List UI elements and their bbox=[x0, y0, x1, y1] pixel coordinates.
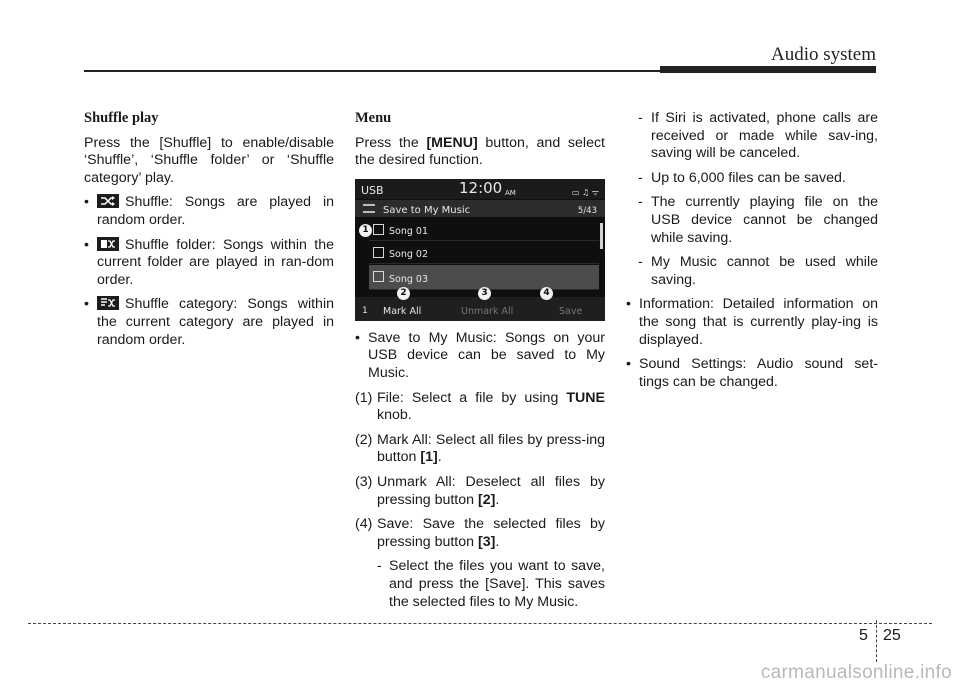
screen-status-icons: ▭ ♫ ᯤ bbox=[571, 187, 599, 197]
step-bold: [1] bbox=[420, 449, 438, 466]
menu-intro-a: Press the bbox=[355, 134, 427, 151]
list-menu-icon bbox=[363, 204, 375, 213]
song-row[interactable] bbox=[369, 242, 599, 264]
chapter-number: 5 bbox=[859, 627, 868, 644]
step-text: Save: Save the selected files by pressing button bbox=[377, 516, 605, 550]
step-number: (1) bbox=[355, 389, 373, 406]
song-row[interactable] bbox=[369, 219, 599, 241]
menu-intro-b: button, and select the desired function. bbox=[355, 134, 605, 169]
save-to-my-music-screen bbox=[355, 179, 605, 321]
bullet-information-text: Information: Detailed information on the song that is currently play-ing is displayed. bbox=[639, 296, 878, 348]
bullet-dot: • bbox=[84, 236, 89, 253]
step-bold: TUNE bbox=[566, 389, 605, 406]
callout-badge-2: 2 bbox=[397, 287, 410, 300]
column-shuffle bbox=[84, 110, 334, 356]
save-button[interactable]: Save bbox=[559, 305, 583, 317]
screen-clock: 12:00 bbox=[459, 178, 503, 197]
callout-badge-4: 4 bbox=[540, 287, 553, 300]
subnote-text: Select the files you want to save, and press the [Save]. This saves the selected files to My Music. bbox=[389, 558, 605, 610]
header-title: Audio system bbox=[770, 44, 876, 65]
note-file-limit bbox=[626, 170, 878, 188]
screen-title-bar bbox=[355, 200, 605, 217]
step-text-end: . bbox=[437, 449, 442, 466]
note-siri bbox=[626, 110, 878, 163]
step-bold: [2] bbox=[477, 491, 496, 508]
bullet-dot: • bbox=[355, 329, 360, 346]
screen-count: 5/43 bbox=[577, 205, 597, 216]
bullet-shuffle bbox=[84, 194, 334, 229]
bullet-dot: • bbox=[626, 356, 631, 373]
page-number: 1 bbox=[362, 305, 368, 316]
step-file bbox=[355, 390, 605, 425]
note-my-music bbox=[626, 254, 878, 289]
screen-ampm: AM bbox=[505, 188, 516, 197]
song-name: Song 01 bbox=[389, 225, 429, 237]
bullet-shuffle-category-text: Shuffle category: Songs within the current category are played in random order. bbox=[97, 296, 334, 348]
heading-menu: Menu bbox=[355, 110, 392, 126]
bullet-shuffle-text: Shuffle: Songs are played in random order. bbox=[97, 194, 334, 228]
step-mark-all bbox=[355, 432, 605, 467]
step-text-end: . bbox=[495, 533, 500, 550]
song-name: Song 02 bbox=[389, 248, 429, 260]
screen-status-bar bbox=[355, 179, 605, 199]
checkbox[interactable] bbox=[373, 271, 384, 282]
bullet-save-text: Save to My Music: Songs on your USB device can be saved to My Music. bbox=[368, 329, 605, 381]
screen-source: USB bbox=[361, 183, 384, 197]
unmark-all-button[interactable]: Unmark All bbox=[461, 305, 514, 317]
step-number: (2) bbox=[355, 431, 373, 448]
column-menu bbox=[355, 110, 605, 618]
watermark: carmanualsonline.info bbox=[760, 662, 952, 683]
note-text: The currently playing file on the USB device cannot be changed while saving. bbox=[651, 194, 878, 246]
step-text-end: knob. bbox=[377, 407, 412, 424]
note-text: Up to 6,000 files can be saved. bbox=[651, 169, 846, 186]
dash-mark: - bbox=[638, 194, 643, 211]
step-save-subnote bbox=[355, 558, 605, 611]
bullet-dot: • bbox=[626, 296, 631, 313]
bullet-shuffle-category bbox=[84, 296, 334, 349]
menu-intro-bold: [MENU] bbox=[426, 134, 478, 151]
bullet-dot: • bbox=[84, 194, 89, 211]
dash-mark: - bbox=[638, 110, 643, 126]
note-playing-file bbox=[626, 194, 878, 247]
bullet-sound-settings bbox=[626, 356, 878, 391]
step-bold: [3] bbox=[477, 533, 496, 550]
shuffle-intro: Press the [Shuffle] to enable/disable ‘Shuffle’, ‘Shuffle folder’ or ‘Shuffle category’ play. bbox=[84, 134, 334, 186]
bullet-sound-text: Sound Settings: Audio sound set-tings can be changed. bbox=[639, 356, 878, 390]
step-text: File: Select a file by using bbox=[377, 389, 567, 406]
screen-button-bar bbox=[355, 297, 605, 321]
dash-mark: - bbox=[377, 558, 382, 575]
callout-badge-1: 1 bbox=[359, 224, 372, 237]
step-number: (3) bbox=[355, 473, 373, 490]
bullet-save-to-my-music bbox=[355, 330, 605, 383]
heading-shuffle-play: Shuffle play bbox=[84, 110, 159, 126]
checkbox[interactable] bbox=[373, 224, 384, 235]
bullet-dot: • bbox=[84, 296, 89, 313]
menu-intro bbox=[355, 135, 605, 170]
note-text: My Music cannot be used while saving. bbox=[651, 254, 878, 288]
callout-badge-3: 3 bbox=[478, 287, 491, 300]
shuffle-icon bbox=[97, 194, 119, 208]
page-number-footer: 25 bbox=[883, 627, 901, 644]
step-save bbox=[355, 516, 605, 551]
screen-title: Save to My Music bbox=[383, 204, 471, 216]
step-text: Unmark All: Deselect all files by pressing button bbox=[377, 473, 605, 508]
checkbox[interactable] bbox=[373, 247, 384, 258]
shuffle-category-icon bbox=[97, 296, 119, 310]
bullet-information bbox=[626, 296, 878, 349]
song-name: Song 03 bbox=[389, 273, 429, 285]
dash-mark: - bbox=[638, 169, 643, 186]
mark-all-button[interactable]: Mark All bbox=[383, 305, 422, 317]
header-tab bbox=[660, 66, 876, 73]
step-text-end: . bbox=[495, 491, 500, 508]
bullet-shuffle-folder bbox=[84, 237, 334, 290]
scrollbar[interactable] bbox=[600, 223, 603, 249]
step-unmark-all bbox=[355, 474, 605, 509]
column-notes bbox=[626, 110, 878, 398]
page-separator bbox=[876, 620, 877, 662]
dash-mark: - bbox=[638, 254, 643, 271]
note-text: If Siri is activated, phone calls are received or made while sav-ing, saving will be canceled. bbox=[651, 110, 878, 162]
footer-rule bbox=[28, 623, 932, 624]
shuffle-folder-icon bbox=[97, 237, 119, 251]
step-number: (4) bbox=[355, 516, 373, 533]
bullet-shuffle-folder-text: Shuffle folder: Songs within the current folder are played in ran-dom order. bbox=[97, 236, 334, 288]
step-text: Mark All: Select all files by press-ing button bbox=[377, 431, 605, 466]
